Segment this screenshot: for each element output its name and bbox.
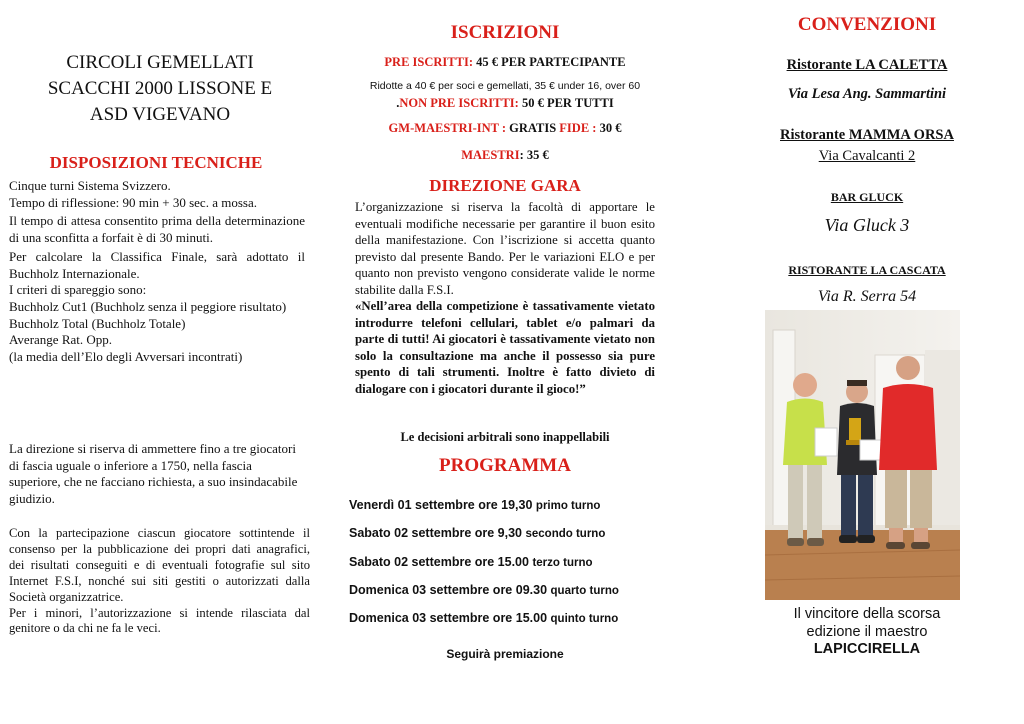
non-pre-value: 50 € PER TUTTI [521,96,614,110]
disposizioni-item: Averange Rat. Opp. [9,332,113,348]
winners-photo [765,310,960,600]
title-line: CIRCOLI GEMELLATI [66,52,254,73]
disposizioni-item: Per calcolare la Classifica Finale, sarà adottato il Buchholz Internazionale. [9,248,305,281]
disposizioni-item: Cinque turni Sistema Svizzero. [9,178,171,193]
ridotte-line: Ridotte a 40 € per soci e gemellati, 35 € under 16, over 60 [369,80,641,92]
programma-when: Domenica 03 settembre ore 15.00 [349,611,548,625]
winner-caption [712,606,1022,659]
programma-when: Sabato 02 settembre ore 15.00 [349,555,529,569]
restaurant-address: Via Cavalcanti 2 [818,148,916,164]
disposizioni-item: Il tempo di attesa consentito prima della determinazione di una sconfitta a forfait è di 30 minuti. [9,213,305,246]
fide-value: 30 € [599,121,622,135]
restaurant-address: Via Gluck 3 [824,215,910,235]
restaurant-name: Ristorante LA CALETTA [786,57,948,73]
direzione-gara-body [355,199,655,397]
programma-row [349,526,679,540]
iscrizioni-heading: ISCRIZIONI [450,22,560,43]
pre-iscritti-value: 45 € PER PARTECIPANTE [476,55,626,69]
programma-turno: quinto turno [550,613,619,625]
maestri-label: MAESTRI [461,148,520,162]
disposizioni-item: I criteri di spareggio sono: [9,282,147,298]
programma-turno: primo turno [535,500,601,512]
disposizioni-item: Tempo di riflessione: 90 min + 30 sec. a mossa. [9,194,257,210]
non-pre-label: NON PRE ISCRITTI: [399,96,519,110]
title-line: ASD VIGEVANO [89,104,231,125]
direzione-gara-heading: DIREZIONE GARA [429,176,581,195]
non-pre-prefix: . [396,96,400,110]
gm-value: GRATIS [509,121,557,135]
pre-iscritti-line [340,55,670,70]
maestri-value: : 35 € [519,148,549,162]
restaurant-address: Via Lesa Ang. Sammartini [787,86,947,102]
title-line: SCACCHI 2000 LISSONE E [47,78,273,99]
restaurant-name: Ristorante MAMMA ORSA [780,127,954,143]
programma-when: Sabato 02 settembre ore 9,30 [349,526,522,540]
winner-name: LAPICCIRELLA [813,641,921,657]
consenso-note [9,526,310,637]
programma-heading: PROGRAMMA [439,455,571,476]
disposizioni-item: (la media dell’Elo degli Avversari incontrati) [9,349,243,365]
winner-line: Il vincitore della scorsa [793,606,941,622]
gm-line [340,121,670,136]
restaurant-name: BAR GLUCK [830,190,904,204]
disposizioni-item: Buchholz Cut1 (Buchholz senza il peggiore risultato) [9,298,287,314]
fide-label: FIDE : [559,121,597,135]
non-pre-iscritti-line [340,96,670,111]
disposizioni-heading: DISPOSIZIONI TECNICHE [49,153,263,172]
divieto-text: «Nell’area della competizione è tassativamente vietato introdurre telefoni cellulari, tablet e/o palmari da parte di tutti! Ai giocatori è tassativamente vietato non solo la consultazione ma anche il possesso sia pure spento di tali strumenti. Inoltre è fatto divieto di dialogare con i giocatori durante il gioco!” [355,299,655,396]
direzione-note: La direzione si riserva di ammettere fino a tre giocatori di fascia uguale o inferiore a 1750, nella fascia superiore, che ne facciano richiesta, a suo insindacabile giudizio. [9,441,298,507]
consenso-paragraph: Con la partecipazione ciascun giocatore sottintende il consenso per la pubblicazione dei propri dati anagrafici, dei risultati conseguiti e di eventuali fotografie sul sito Internet F.S.I, nonché sui siti gestiti o autorizzati dalla Società organizzatrice. [9,526,310,604]
programma-row [349,583,679,597]
consenso-paragraph: Per i minori, l’autorizzazione si intende rilasciata dal genitore o da chi ne fa le veci. [9,605,310,636]
decisioni-line: Le decisioni arbitrali sono inappellabili [400,430,610,444]
restaurant-name: RISTORANTE LA CASCATA [788,263,946,277]
direzione-gara-text: L’organizzazione si riserva la facoltà di apportare le eventuali modifiche necessarie per garantire il buon esito della manifestazione. Con l’iscrizione si accetta quanto previsto dal presente Bando. Per le variazioni ELO e per quanto non previsto vengono considerate valide le norme stabilite dalla F.S.I. [355,200,655,297]
restaurant-address: Via R. Serra 54 [817,288,917,305]
winner-line: edizione il maestro [806,623,928,640]
pre-iscritti-label: PRE ISCRITTI: [384,55,473,69]
disposizioni-item: Buchholz Total (Buchholz Totale) [9,315,186,331]
programma-row [349,611,679,625]
gm-label: GM-MAESTRI-INT : [388,121,507,135]
disposizioni-list [9,178,305,366]
programma-turno: secondo turno [525,528,606,540]
programma-turno: quarto turno [550,585,619,597]
programma-turno: terzo turno [532,557,593,569]
programma-row [349,555,679,569]
maestri-line [340,148,670,163]
programma-when: Domenica 03 settembre ore 09.30 [349,583,548,597]
premiazione-line: Seguirà premiazione [446,647,564,661]
programma-row [349,498,679,512]
programma-when: Venerdì 01 settembre ore 19,30 [349,498,533,512]
circoli-title [0,50,320,128]
convenzioni-heading: CONVENZIONI [797,14,937,35]
